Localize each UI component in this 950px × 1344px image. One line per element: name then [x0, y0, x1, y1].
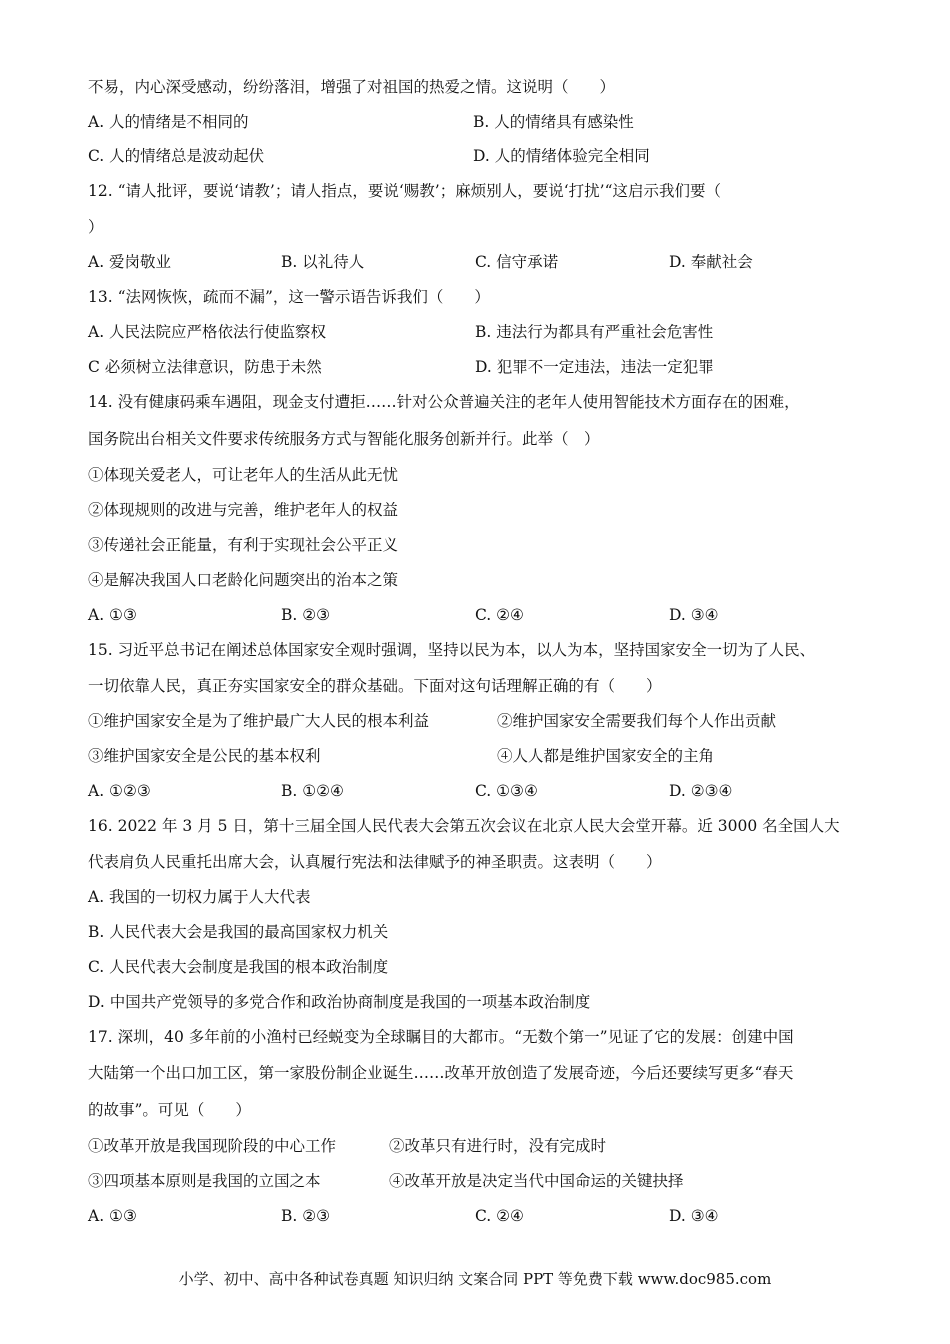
- q11-option-a: A. 人的情绪是不相同的: [88, 113, 249, 131]
- q12-option-d: D. 奉献社会: [669, 253, 753, 271]
- q17-option-a: A. ①③: [88, 1207, 137, 1225]
- q17-statement-3: ③四项基本原则是我国的立国之本: [88, 1172, 321, 1190]
- q13-option-b: B. 违法行为都具有严重社会危害性: [475, 323, 714, 341]
- q16-stem-line1: 16. 2022 年 3 月 5 日，第十三届全国人民代表大会第五次会议在北京人民大会堂开幕。近 3000 名全国人大: [88, 817, 840, 835]
- page-footer: 小学、初中、高中各种试卷真题 知识归纳 文案合同 PPT 等免费下载 www.doc985.com: [178, 1270, 772, 1288]
- q15-statement-1: ①维护国家安全是为了维护最广大人民的根本利益: [88, 712, 430, 730]
- q15-option-d: D. ②③④: [669, 782, 733, 800]
- q15-stem-line1: 15. 习近平总书记在阐述总体国家安全观时强调，坚持以民为本，以人为本，坚持国家安全一切为了人民、: [88, 641, 816, 659]
- q12-stem-line1: 12. “请人批评，要说‘请教’；请人指点，要说‘赐教’；麻烦别人，要说‘打扰’“这启示我们要（: [88, 182, 721, 200]
- q14-statement-4: ④是解决我国人口老龄化问题突出的治本之策: [88, 571, 399, 589]
- q14-stem-line1: 14. 没有健康码乘车遇阻，现金支付遭拒……针对公众普遍关注的老年人使用智能技术方面存在的困难，: [88, 393, 800, 411]
- q16-option-c: C. 人民代表大会制度是我国的根本政治制度: [88, 958, 389, 976]
- q13-stem: 13. “法网恢恢，疏而不漏”，这一警示语告诉我们（ ）: [88, 288, 490, 306]
- q14-statement-2: ②体现规则的改进与完善，维护老年人的权益: [88, 501, 399, 519]
- q17-stem-line2: 大陆第一个出口加工区，第一家股份制企业诞生……改革开放创造了发展奇迹，今后还要续写更多“春天: [88, 1064, 794, 1082]
- q15-option-a: A. ①②③: [88, 782, 151, 800]
- q14-option-c: C. ②④: [475, 606, 524, 624]
- q13-option-c: C 必须树立法律意识，防患于未然: [88, 358, 322, 376]
- q14-statement-1: ①体现关爱老人，可让老年人的生活从此无忧: [88, 466, 399, 484]
- q12-option-b: B. 以礼待人: [281, 253, 365, 271]
- q17-option-d: D. ③④: [669, 1207, 719, 1225]
- q14-option-b: B. ②③: [281, 606, 331, 624]
- q15-statement-2: ②维护国家安全需要我们每个人作出贡献: [497, 712, 777, 730]
- q12-stem-line2: ）: [88, 218, 104, 236]
- q16-stem-line2: 代表肩负人民重托出席大会，认真履行宪法和法律赋予的神圣职责。这表明（ ）: [88, 853, 662, 871]
- q15-stem-line2: 一切依靠人民，真正夯实国家安全的群众基础。下面对这句话理解正确的有（ ）: [88, 677, 662, 695]
- q15-option-c: C. ①③④: [475, 782, 538, 800]
- q17-option-b: B. ②③: [281, 1207, 331, 1225]
- q13-option-d: D. 犯罪不一定违法，违法一定犯罪: [475, 358, 714, 376]
- q11-option-c: C. 人的情绪总是波动起伏: [88, 147, 265, 165]
- q17-statement-2: ②改革只有进行时，没有完成时: [389, 1137, 607, 1155]
- q17-option-c: C. ②④: [475, 1207, 524, 1225]
- q16-option-b: B. 人民代表大会是我国的最高国家权力机关: [88, 923, 389, 941]
- q12-option-c: C. 信守承诺: [475, 253, 559, 271]
- q17-stem-line1: 17. 深圳，40 多年前的小渔村已经蜕变为全球瞩目的大都市。“无数个第一”见证了它的发展：创建中国: [88, 1028, 794, 1046]
- q16-option-a: A. 我国的一切权力属于人大代表: [88, 888, 311, 906]
- q11-stem: 不易，内心深受感动，纷纷落泪，增强了对祖国的热爱之情。这说明（ ）: [88, 78, 616, 96]
- q17-stem-line3: 的故事”。可见（ ）: [88, 1101, 251, 1119]
- q11-option-d: D. 人的情绪体验完全相同: [473, 147, 650, 165]
- q12-option-a: A. 爱岗敬业: [88, 253, 172, 271]
- q14-option-a: A. ①③: [88, 606, 137, 624]
- q15-option-b: B. ①②④: [281, 782, 344, 800]
- q14-statement-3: ③传递社会正能量，有利于实现社会公平正义: [88, 536, 399, 554]
- q15-statement-3: ③维护国家安全是公民的基本权利: [88, 747, 321, 765]
- q17-statement-1: ①改革开放是我国现阶段的中心工作: [88, 1137, 337, 1155]
- q14-stem-line2: 国务院出台相关文件要求传统服务方式与智能化服务创新并行。此举（ ）: [88, 430, 600, 448]
- q14-option-d: D. ③④: [669, 606, 719, 624]
- q16-option-d: D. 中国共产党领导的多党合作和政治协商制度是我国的一项基本政治制度: [88, 993, 591, 1011]
- q11-option-b: B. 人的情绪具有感染性: [473, 113, 634, 131]
- q15-statement-4: ④人人都是维护国家安全的主角: [497, 747, 715, 765]
- q17-statement-4: ④改革开放是决定当代中国命运的关键抉择: [389, 1172, 684, 1190]
- q13-option-a: A. 人民法院应严格依法行使监察权: [88, 323, 327, 341]
